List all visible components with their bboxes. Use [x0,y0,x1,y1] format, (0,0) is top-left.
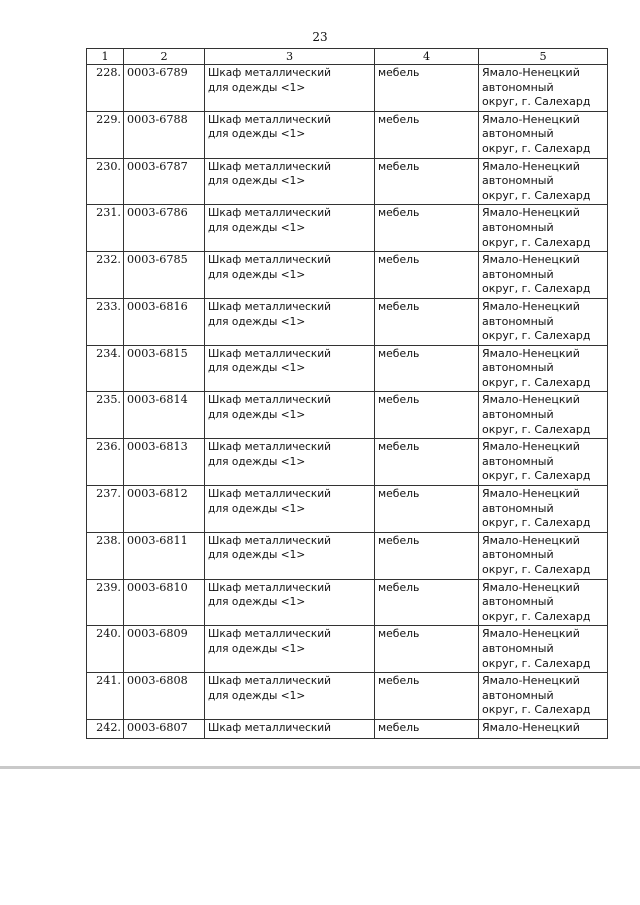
location-text: Ямало-Ненецкий [482,346,580,360]
location-text: округ, г. Салехард [482,282,591,296]
location-text: Ямало-Ненецкий [482,253,580,267]
location-text: Ямало-Ненецкий [482,159,580,173]
table-header-row [87,49,608,65]
category-cell [375,158,479,205]
category-text: мебель [378,440,420,454]
table-row [87,532,608,579]
inventory-code-cell [124,158,205,205]
item-name-text: для одежды <1> [208,128,306,141]
row-number-text: 230. [96,159,121,173]
table-row [87,486,608,533]
row-number-text: 234. [96,346,121,360]
category-cell [375,392,479,439]
location-text: автономный [482,127,554,141]
row-number-text: 242. [96,720,121,734]
location-cell [479,532,608,579]
item-name-text: Шкаф металлический [208,628,332,641]
location-text: округ, г. Салехард [482,95,591,109]
category-cell [375,111,479,158]
inventory-code-cell [124,205,205,252]
item-name-text: Шкаф металлический [208,675,332,688]
location-cell [479,392,608,439]
inventory-code-cell [124,579,205,626]
row-number-cell [87,205,124,252]
row-number-text: 233. [96,299,121,313]
category-text: мебель [378,112,420,126]
item-name-text: для одежды <1> [208,642,306,655]
location-text: округ, г. Салехард [482,188,591,202]
item-name-cell [205,719,375,738]
category-text: мебель [378,674,420,688]
row-number-cell [87,439,124,486]
row-number-text: 238. [96,533,121,547]
location-text: автономный [482,688,554,702]
row-number-cell [87,626,124,673]
table-row [87,158,608,205]
inventory-code-cell [124,439,205,486]
location-text: Ямало-Ненецкий [482,440,580,454]
category-text: мебель [378,580,420,594]
column-header-2: 2 [124,49,205,65]
location-text: Ямало-Ненецкий [482,627,580,641]
category-cell [375,65,479,112]
row-number-cell [87,486,124,533]
row-number-cell [87,298,124,345]
inventory-code-cell [124,719,205,738]
location-text: автономный [482,267,554,281]
inventory-code-text: 0003-6808 [127,674,188,688]
location-cell [479,298,608,345]
item-name-cell [205,439,375,486]
inventory-code-text: 0003-6811 [127,533,188,547]
table-row [87,673,608,720]
row-number-cell [87,345,124,392]
item-name-text: для одежды <1> [208,409,306,422]
table-row [87,111,608,158]
row-number-cell [87,111,124,158]
item-name-text: Шкаф металлический [208,300,332,313]
row-number-text: 236. [96,440,121,454]
location-text: округ, г. Салехард [482,235,591,249]
location-text: округ, г. Салехард [482,329,591,343]
table-row [87,439,608,486]
category-cell [375,205,479,252]
item-name-cell [205,111,375,158]
row-number-text: 231. [96,206,121,220]
location-text: автономный [482,548,554,562]
item-name-cell [205,158,375,205]
row-number-text: 240. [96,627,121,641]
item-name-text: для одежды <1> [208,268,306,281]
row-number-cell [87,252,124,299]
location-text: автономный [482,174,554,188]
category-cell [375,486,479,533]
row-number-text: 235. [96,393,121,407]
category-text: мебель [378,253,420,267]
category-text: мебель [378,487,420,501]
item-name-cell [205,298,375,345]
location-text: автономный [482,220,554,234]
location-text: округ, г. Салехард [482,656,591,670]
location-text: Ямало-Ненецкий [482,299,580,313]
table-row [87,626,608,673]
location-text: округ, г. Салехард [482,141,591,155]
item-name-text: Шкаф металлический [208,488,332,501]
location-cell [479,111,608,158]
table-row [87,65,608,112]
item-name-text: Шкаф металлический [208,254,332,267]
item-name-text: для одежды <1> [208,362,306,375]
item-name-cell [205,626,375,673]
category-text: мебель [378,66,420,79]
location-text: округ, г. Салехард [482,703,591,717]
location-cell [479,673,608,720]
inventory-code-cell [124,298,205,345]
row-number-cell [87,673,124,720]
item-name-text: для одежды <1> [208,596,306,609]
category-cell [375,252,479,299]
location-text: Ямало-Ненецкий [482,533,580,547]
item-name-text: для одежды <1> [208,502,306,515]
location-text: округ, г. Салехард [482,422,591,436]
location-cell [479,439,608,486]
table-row [87,252,608,299]
item-name-cell [205,65,375,112]
column-header-4: 4 [375,49,479,65]
page-bottom-edge [0,766,640,769]
location-cell [479,486,608,533]
location-text: Ямало-Ненецкий [482,674,580,688]
item-name-text: Шкаф металлический [208,347,332,360]
row-number-cell [87,65,124,112]
column-header-1: 1 [87,49,124,65]
row-number-cell [87,719,124,738]
location-text: автономный [482,641,554,655]
category-cell [375,345,479,392]
inventory-code-text: 0003-6813 [127,440,188,454]
category-text: мебель [378,720,420,734]
category-cell [375,439,479,486]
inventory-code-cell [124,252,205,299]
inventory-code-text: 0003-6787 [127,159,188,173]
table-row [87,298,608,345]
category-cell [375,673,479,720]
inventory-code-cell [124,65,205,112]
inventory-code-cell [124,532,205,579]
row-number-cell [87,392,124,439]
location-text: автономный [482,595,554,609]
item-name-cell [205,532,375,579]
inventory-code-text: 0003-6789 [127,66,188,79]
column-header-5: 5 [479,49,608,65]
location-text: Ямало-Ненецкий [482,66,580,79]
location-text: Ямало-Ненецкий [482,487,580,501]
item-name-text: для одежды <1> [208,455,306,468]
inventory-code-text: 0003-6810 [127,580,188,594]
item-name-cell [205,252,375,299]
location-text: автономный [482,80,554,94]
item-name-text: для одежды <1> [208,81,306,94]
location-text: Ямало-Ненецкий [482,720,580,734]
inventory-code-cell [124,111,205,158]
location-text: Ямало-Ненецкий [482,393,580,407]
category-text: мебель [378,393,420,407]
item-name-text: для одежды <1> [208,549,306,562]
inventory-code-text: 0003-6815 [127,346,188,360]
inventory-code-text: 0003-6814 [127,393,188,407]
location-text: округ, г. Салехард [482,375,591,389]
item-name-text: Шкаф металлический [208,207,332,220]
row-number-text: 229. [96,112,121,126]
inventory-code-text: 0003-6785 [127,253,188,267]
category-text: мебель [378,346,420,360]
location-text: автономный [482,314,554,328]
item-name-text: Шкаф металлический [208,67,332,79]
item-name-cell [205,392,375,439]
location-text: округ, г. Салехард [482,563,591,576]
location-text: округ, г. Салехард [482,609,591,623]
inventory-code-cell [124,486,205,533]
item-name-cell [205,579,375,626]
table-row [87,205,608,252]
category-cell [375,532,479,579]
location-text: автономный [482,454,554,468]
item-name-text: Шкаф металлический [208,534,332,547]
inventory-code-text: 0003-6809 [127,627,188,641]
item-name-text: Шкаф металлический [208,721,332,734]
location-cell [479,65,608,112]
inventory-code-text: 0003-6807 [127,720,188,734]
item-name-cell [205,673,375,720]
table-row [87,345,608,392]
location-text: Ямало-Ненецкий [482,206,580,220]
location-text: автономный [482,408,554,422]
location-cell [479,345,608,392]
item-name-cell [205,345,375,392]
category-text: мебель [378,299,420,313]
category-text: мебель [378,533,420,547]
row-number-text: 239. [96,580,121,594]
inventory-code-cell [124,673,205,720]
category-cell [375,719,479,738]
row-number-text: 241. [96,674,121,688]
table-row [87,392,608,439]
location-text: Ямало-Ненецкий [482,112,580,126]
item-name-text: для одежды <1> [208,175,306,188]
location-cell [479,158,608,205]
location-cell [479,579,608,626]
item-name-text: Шкаф металлический [208,394,332,407]
location-text: автономный [482,501,554,515]
inventory-code-cell [124,345,205,392]
row-number-cell [87,579,124,626]
row-number-cell [87,158,124,205]
row-number-text: 232. [96,253,121,267]
inventory-table [86,48,608,739]
item-name-text: Шкаф металлический [208,441,332,454]
location-text: Ямало-Ненецкий [482,580,580,594]
location-cell [479,252,608,299]
column-header-3: 3 [205,49,375,65]
location-cell [479,205,608,252]
table-row [87,719,608,738]
location-text: округ, г. Салехард [482,516,591,530]
location-cell [479,626,608,673]
inventory-code-text: 0003-6812 [127,487,188,501]
item-name-text: Шкаф металлический [208,160,332,173]
item-name-cell [205,486,375,533]
inventory-code-text: 0003-6816 [127,299,188,313]
category-text: мебель [378,627,420,641]
table-row [87,579,608,626]
category-text: мебель [378,159,420,173]
location-text: автономный [482,361,554,375]
location-cell [479,719,608,738]
item-name-cell [205,205,375,252]
item-name-text: для одежды <1> [208,315,306,328]
category-text: мебель [378,206,420,220]
inventory-code-text: 0003-6788 [127,112,188,126]
item-name-text: Шкаф металлический [208,113,332,126]
item-name-text: для одежды <1> [208,689,306,702]
category-cell [375,298,479,345]
inventory-code-text: 0003-6786 [127,206,188,220]
category-cell [375,579,479,626]
inventory-code-cell [124,626,205,673]
row-number-text: 228. [96,66,121,79]
row-number-cell [87,532,124,579]
inventory-code-cell [124,392,205,439]
location-text: округ, г. Салехард [482,469,591,483]
item-name-text: для одежды <1> [208,221,306,234]
row-number-text: 237. [96,487,121,501]
item-name-text: Шкаф металлический [208,581,332,594]
category-cell [375,626,479,673]
page-number: 23 [312,30,328,44]
